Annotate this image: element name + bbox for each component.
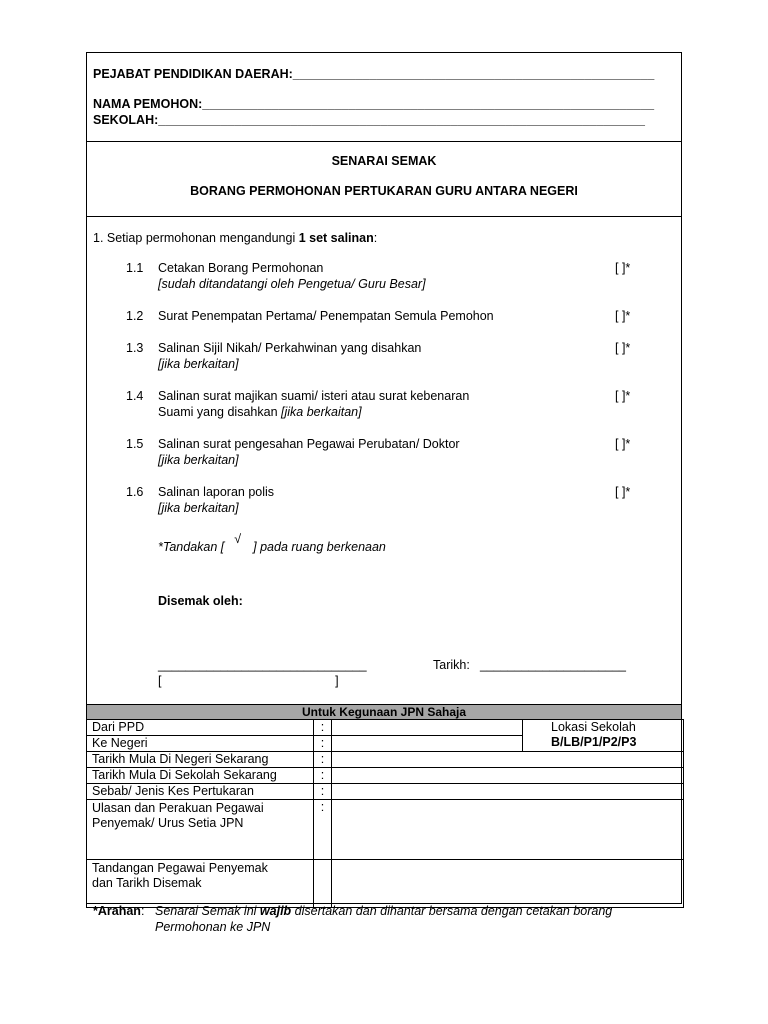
item-number: 1.1 — [126, 261, 144, 275]
checkbox[interactable]: [ ]* — [615, 309, 631, 323]
item-text: Salinan Sijil Nikah/ Perkahwinan yang disahkan — [158, 341, 422, 355]
table-row: Tarikh Mula Di Sekolah Sekarang : — [87, 768, 684, 784]
table-row — [87, 860, 684, 908]
tarikh-sekolah-value[interactable] — [332, 768, 684, 784]
signature-line[interactable]: ______________________________ — [158, 658, 367, 672]
checkbox[interactable]: [ ]* — [615, 341, 631, 355]
row-label: Ulasan dan Perakuan Pegawai Penyemak/ Urus Setia JPN — [87, 800, 314, 860]
sekolah-field: SEKOLAH:______________________________________________________________________ — [93, 113, 645, 127]
item-text: Cetakan Borang Permohonan — [158, 261, 324, 275]
disemak-label: Disemak oleh: — [158, 594, 243, 608]
item-note: [jika berkaitan] — [158, 357, 239, 371]
item-number: 1.2 — [126, 309, 144, 323]
tick-note: *Tandakan [√] pada ruang berkenaan — [158, 532, 386, 554]
item-text-continued: Suami yang disahkan [jika berkaitan] — [158, 405, 362, 419]
intro-text: 1. Setiap permohonan mengandungi 1 set salinan: — [93, 231, 378, 245]
item-number: 1.4 — [126, 389, 144, 403]
row-label: Tarikh Mula Di Sekolah Sekarang — [87, 768, 314, 784]
table-row: Ke Negeri : — [87, 736, 684, 752]
item-number: 1.6 — [126, 485, 144, 499]
item-text: Surat Penempatan Pertama/ Penempatan Semula Pemohon — [158, 309, 494, 323]
checkbox[interactable]: [ ]* — [615, 437, 631, 451]
arahan-text-continued: Permohonan ke JPN — [155, 920, 271, 934]
tarikh-line[interactable]: _____________________ — [480, 658, 626, 672]
item-text: Salinan surat majikan suami/ isteri atau surat kebenaran — [158, 389, 470, 403]
row-label: Sebab/ Jenis Kes Pertukaran — [87, 784, 314, 800]
jpn-section-header: Untuk Kegunaan JPN Sahaja — [87, 705, 681, 719]
sebab-value[interactable] — [332, 784, 684, 800]
item-number: 1.3 — [126, 341, 144, 355]
name-bracket[interactable]: [ ] — [158, 674, 339, 688]
checkbox[interactable]: [ ]* — [615, 261, 631, 275]
tarikh-negeri-value[interactable] — [332, 752, 684, 768]
item-note: [jika berkaitan] — [158, 453, 239, 467]
row-label: Ke Negeri — [87, 736, 314, 752]
ulasan-value[interactable] — [332, 800, 684, 860]
row-label: Dari PPD — [87, 720, 314, 736]
form-title: SENARAI SEMAK — [331, 154, 437, 168]
pejabat-field: PEJABAT PENDIDIKAN DAERAH:____________________________________________________ — [93, 67, 655, 81]
table-row: Ulasan dan Perakuan Pegawai Penyemak/ Urus Setia JPN : — [87, 800, 684, 860]
ke-negeri-value[interactable] — [332, 736, 523, 752]
item-note: [jika berkaitan] — [158, 501, 239, 515]
item-number: 1.5 — [126, 437, 144, 451]
nama-pemohon-field: NAMA PEMOHON:_________________________________________________________________ — [93, 97, 655, 111]
jpn-table — [86, 719, 684, 908]
checkbox[interactable]: [ ]* — [615, 389, 631, 403]
item-note: [sudah ditandatangi oleh Pengetua/ Guru Besar] — [158, 277, 426, 291]
row-label: Tandangan Pegawai Penyemak dan Tarikh Disemak — [87, 860, 314, 908]
dari-ppd-value[interactable] — [332, 720, 523, 736]
table-row: Tarikh Mula Di Negeri Sekarang : — [87, 752, 684, 768]
item-text: Salinan laporan polis — [158, 485, 275, 499]
arahan-label: *Arahan: — [93, 904, 145, 918]
divider — [86, 216, 682, 217]
tandatangan-value[interactable] — [332, 860, 684, 908]
lokasi-sekolah-cell[interactable]: Lokasi Sekolah B/LB/P1/P2/P3 — [523, 720, 684, 752]
divider — [86, 141, 682, 142]
tarikh-label: Tarikh: — [433, 658, 470, 672]
table-row: Dari PPD : Lokasi Sekolah B/LB/P1/P2/P3 — [87, 720, 684, 736]
arahan-text: Senarai Semak ini wajib disertakan dan dihantar bersama dengan cetakan borang — [155, 904, 613, 918]
table-row: Sebab/ Jenis Kes Pertukaran : — [87, 784, 684, 800]
form-subtitle: BORANG PERMOHONAN PERTUKARAN GURU ANTARA NEGERI — [190, 184, 578, 198]
item-text: Salinan surat pengesahan Pegawai Perubatan/ Doktor — [158, 437, 460, 451]
tick-mark-icon: √ — [234, 532, 242, 546]
checkbox[interactable]: [ ]* — [615, 485, 631, 499]
row-label: Tarikh Mula Di Negeri Sekarang — [87, 752, 314, 768]
